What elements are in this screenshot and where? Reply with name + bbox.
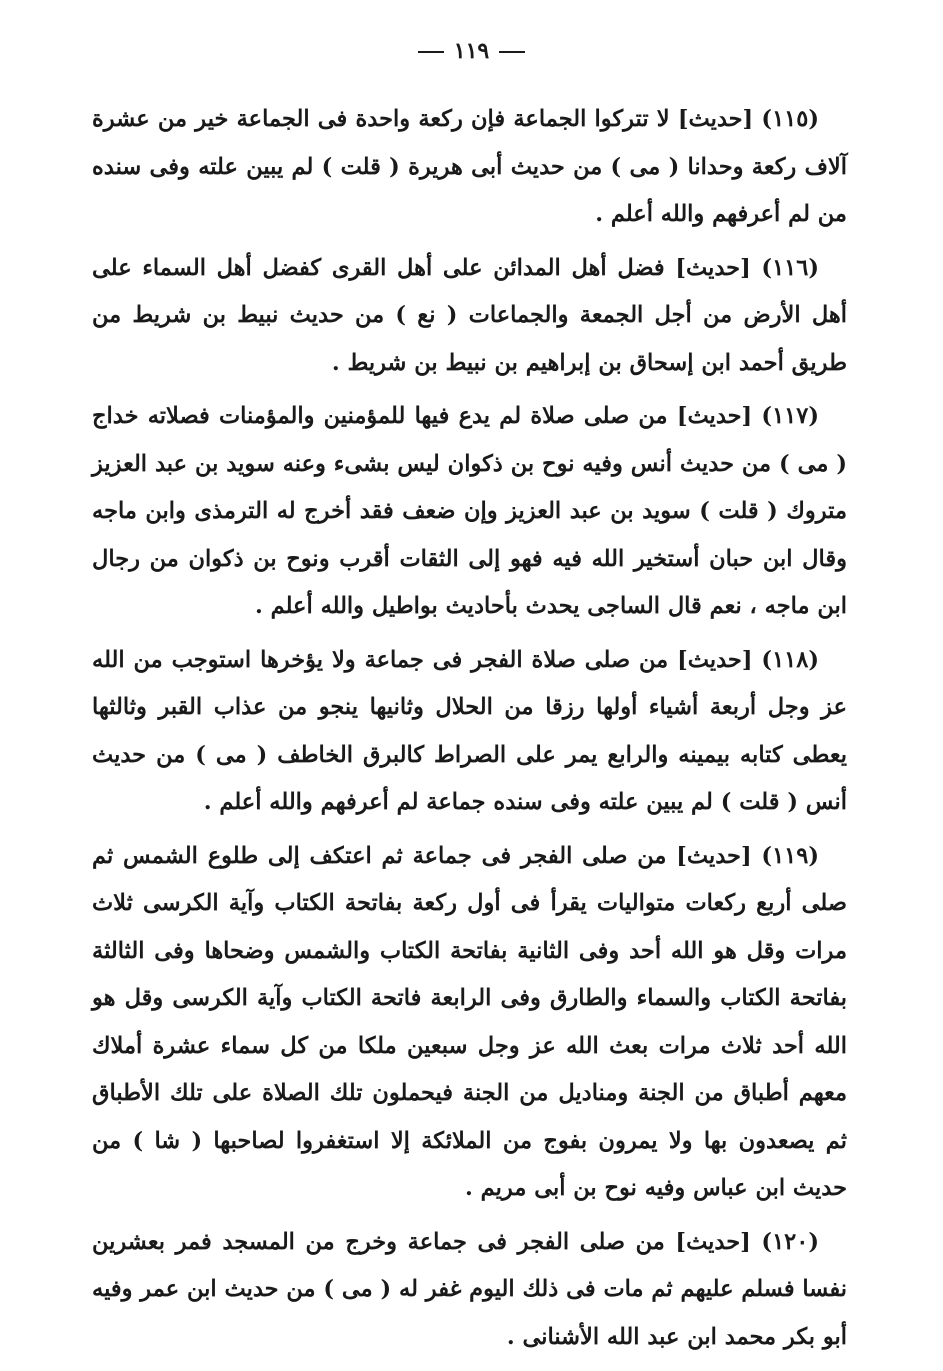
hadith-paragraph <box>92 637 847 827</box>
header-dash-right <box>499 51 525 53</box>
hadith-number: (١١٧) <box>761 403 819 429</box>
hadith-number: (١١٦) <box>761 254 819 281</box>
header-dash-left <box>418 51 444 53</box>
hadith-entry <box>92 393 847 631</box>
page-body <box>92 96 847 1367</box>
hadith-entry <box>92 96 847 239</box>
hadith-number: (١١٥) <box>761 106 819 132</box>
hadith-paragraph <box>92 1219 847 1362</box>
hadith-paragraph <box>92 96 847 239</box>
hadith-text: [حديث] من صلى صلاة لم يدع فيها للمؤمنين والمؤمنات فصلاته خداج ( مى ) من حديث أنس وفيه نوح بن ذكوان ليس بشىء وعنه سويد بن عبد العزيز متروك ( قلت ) سويد بن عبد العزيز وإن ضعف فقد أخرج له الترمذى وابن ماجه وقال ابن حبان أستخير الله فيه فهو إلى الثقات أقرب ونوح بن ذكوان من رجال ابن ماجه ، نعم قال الساجى يحدث بأحاديث بواطيل والله أعلم . <box>92 403 847 619</box>
page-number: ١١٩ <box>453 38 490 64</box>
hadith-number: (١١٨) <box>761 646 819 673</box>
hadith-text: [حديث] من صلى الفجر فى جماعة وخرج من المسجد فمر بعشرين نفسا فسلم عليهم ثم مات فى ذلك اليوم غفر له ( مى ) من حديث ابن عمر وفيه أبو بكر محمد ابن عبد الله الأشنانى . <box>92 1228 847 1350</box>
hadith-entry <box>92 637 847 827</box>
hadith-text: [حديث] لا تتركوا الجماعة فإن ركعة واحدة فى الجماعة خير من عشرة آلاف ركعة وحدانا ( مى ) من حديث أبى هريرة ( قلت ) لم يبين علته وفى سنده من لم أعرفهم والله أعلم . <box>92 106 847 227</box>
hadith-text: [حديث] من صلى الفجر فى جماعة ثم اعتكف إلى طلوع الشمس ثم صلى أربع ركعات متواليات يقرأ فى أول ركعة بفاتحة الكتاب وآية الكرسى ثلاث مرات وقل هو الله أحد وفى الثانية بفاتحة الكتاب والشمس وضحاها وفى الثالثة بفاتحة الكتاب والسماء والطارق وفى الرابعة فاتحة الكتاب وآية الكرسى وقل هو الله أحد ثلاث مرات بعث الله عز وجل سبعين ملكا من كل سماء عشرة أملاك معهم أطباق من الجنة ومناديل من الجنة فيحملون تلك الصلاة على تلك الأطباق ثم يصعدون بها ولا يمرون بفوج من الملائكة إلا استغفروا لصاحبها ( شا ) من حديث ابن عباس وفيه نوح بن أبى مريم . <box>92 842 847 1201</box>
hadith-paragraph <box>92 833 847 1213</box>
page-header <box>0 38 943 64</box>
hadith-text: [حديث] من صلى صلاة الفجر فى جماعة ولا يؤخرها استوجب من الله عز وجل أربعة أشياء أولها رزقا من الحلال وثانيها ينجو من عذاب القبر وثالثها يعطى كتابه بيمينه والرابع يمر على الصراط كالبرق الخاطف ( مى ) من حديث أنس ( قلت ) لم يبين علته وفى سنده جماعة لم أعرفهم والله أعلم . <box>92 646 847 815</box>
hadith-paragraph <box>92 245 847 388</box>
hadith-entry <box>92 1219 847 1362</box>
hadith-paragraph <box>92 393 847 631</box>
hadith-entry <box>92 245 847 388</box>
hadith-number: (١٢٠) <box>761 1228 819 1255</box>
hadith-text: [حديث] فضل أهل المدائن على أهل القرى كفضل أهل السماء على أهل الأرض من أجل الجمعة والجماعات ( نع ) من حديث نبيط بن شريط من طريق أحمد ابن إسحاق بن إبراهيم بن نبيط بن شريط . <box>92 254 847 376</box>
hadith-number: (١١٩) <box>761 842 819 869</box>
hadith-entry <box>92 833 847 1213</box>
